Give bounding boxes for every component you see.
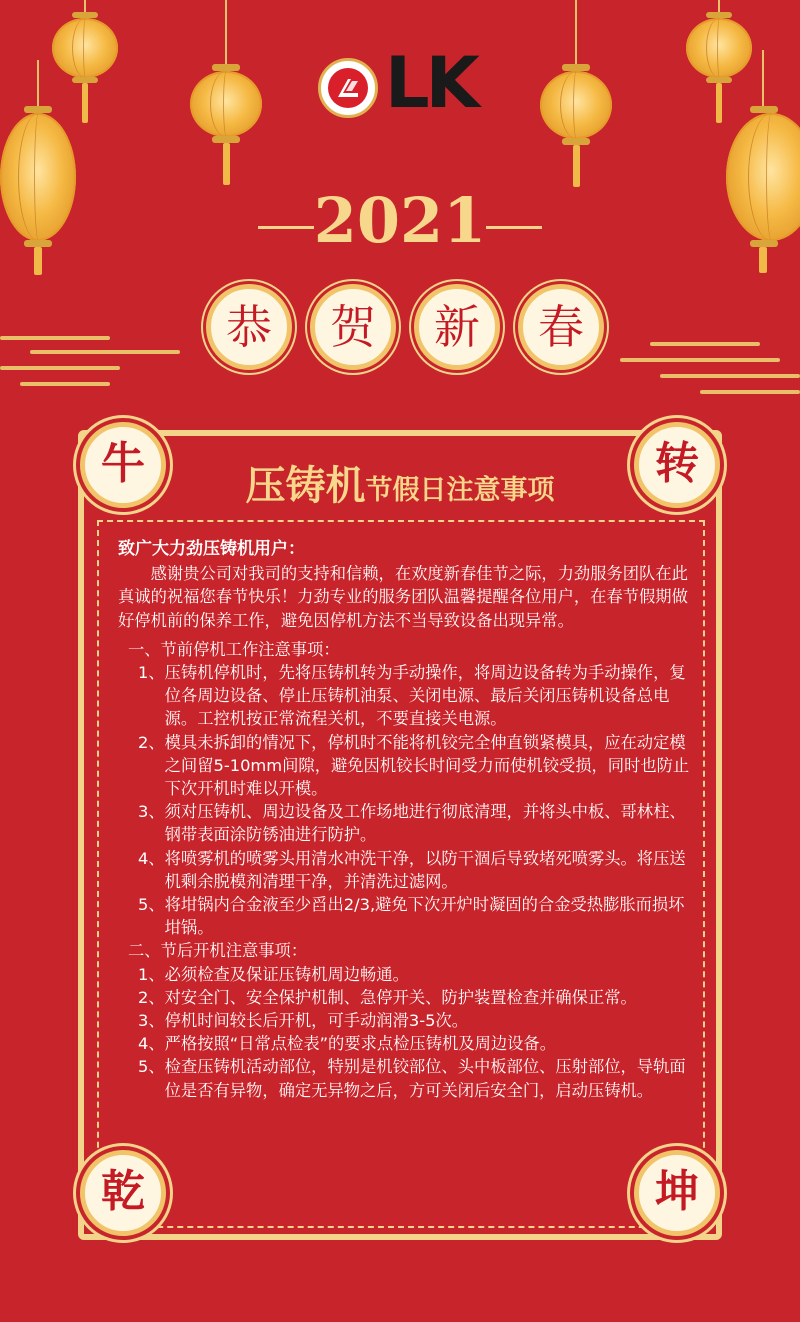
item-number: 3、 — [138, 802, 165, 822]
corner-badge-top-left: 牛 — [80, 422, 166, 508]
intro-paragraph: 感谢贵公司对我司的支持和信赖，在欢度新春佳节之际，力劲服务团队在此真诚的祝福您春节快乐！力劲专业的服务团队温馨提醒各位用户，在春节假期做好停机前的保养工作，避免因停机方法不当导致设备出现异常。 — [118, 564, 688, 630]
logo-text: LK — [385, 42, 476, 124]
item-text: 须对压铸机、周边设备及工作场地进行彻底清理，并将头中板、哥林柱、钢带表面涂防锈油进行防护。 — [164, 802, 686, 845]
item-text: 对安全门、安全保护机制、急停开关、防护装置检查并确保正常。 — [164, 987, 637, 1007]
item-text: 将坩锅内合金液至少舀出2/3,避免下次开炉时凝固的合金受热膨胀而损坏坩锅。 — [164, 895, 685, 938]
lantern-icon — [540, 0, 612, 200]
item-number: 3、 — [138, 1011, 165, 1031]
item-text: 压铸机停机时，先将压铸机转为手动操作，将周边设备转为手动操作，复位各周边设备、停止压铸机油泵、关闭电源、最后关闭压铸机设备总电源。工控机按正常流程关机，不要直接关电源。 — [164, 663, 686, 729]
salutation: 致广大力劲压铸机用户： — [118, 539, 305, 559]
item-text: 严格按照“日常点检表”的要求点检压铸机及周边设备。 — [164, 1034, 556, 1054]
item-text: 将喷雾机的喷雾头用清水冲洗干净，以防干涸后导致堵死喷雾头。将压送机剩余脱模剂清理干净，并清洗过滤网。 — [164, 848, 686, 891]
item-number: 4、 — [138, 848, 165, 868]
lantern-icon — [190, 0, 262, 195]
item-number: 2、 — [138, 987, 165, 1007]
divider — [486, 226, 542, 229]
corner-badge-bottom-left: 乾 — [80, 1150, 166, 1236]
title-main: 压铸机 — [245, 463, 366, 509]
list-item — [118, 731, 698, 801]
list-item — [118, 800, 698, 846]
title-sub: 节假日注意事项 — [365, 475, 555, 506]
item-text: 停机时间较长后开机，可手动润滑3-5次。 — [164, 1011, 469, 1031]
item-number: 2、 — [138, 732, 165, 752]
greeting-char: 贺 — [310, 284, 396, 370]
item-text: 必须检查及保证压铸机周边畅通。 — [164, 964, 409, 984]
notice-body — [118, 538, 698, 1102]
item-text: 模具未拆卸的情况下，停机时不能将机铰完全伸直锁紧模具，应在动定模之间留5-10mm间隙，避免因机铰长时间受力而使机铰受损，同时也防止下次开机时难以开模。 — [164, 732, 690, 799]
greeting-char: 恭 — [206, 284, 292, 370]
list-item — [118, 986, 698, 1009]
item-number: 1、 — [138, 663, 165, 683]
list-item — [118, 963, 698, 986]
list-item — [118, 847, 698, 893]
section-heading: 二、节后开机注意事项： — [128, 941, 308, 961]
list-item — [118, 1032, 698, 1055]
item-text: 检查压铸机活动部位，特别是机铰部位、头中板部位、压射部位，导轨面位是否有异物，确定无异物之后，方可关闭后安全门，启动压铸机。 — [164, 1057, 686, 1100]
section-heading: 一、节前停机工作注意事项： — [128, 639, 340, 659]
list-item — [118, 1055, 698, 1101]
corner-badge-bottom-right: 坤 — [634, 1150, 720, 1236]
list-item — [118, 661, 698, 731]
corner-badge-top-right: 转 — [634, 422, 720, 508]
notice-title — [170, 463, 630, 509]
list-item — [118, 893, 698, 939]
year-heading: 2021 — [313, 184, 487, 257]
greeting-char: 春 — [518, 284, 604, 370]
logo-mark-icon — [318, 58, 378, 118]
item-number: 5、 — [138, 1057, 165, 1077]
greeting-char: 新 — [414, 284, 500, 370]
item-number: 5、 — [138, 895, 165, 915]
item-number: 1、 — [138, 964, 165, 984]
item-number: 4、 — [138, 1034, 165, 1054]
list-item — [118, 1009, 698, 1032]
